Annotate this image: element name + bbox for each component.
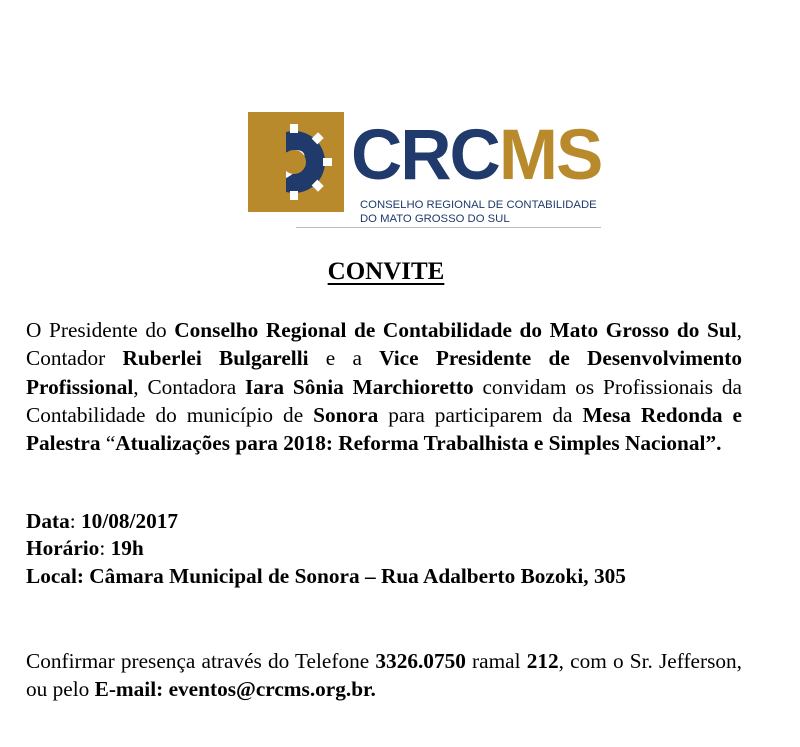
place-label: Local: — [26, 563, 84, 588]
email-address: eventos@crcms.org.br. — [168, 677, 376, 702]
phone-number: 3326.0750 — [375, 649, 466, 673]
logo-divider — [296, 227, 601, 228]
date-value: 10/08/2017 — [81, 509, 179, 533]
invitation-text-3: e a — [308, 346, 380, 371]
time-label: Horário — [26, 536, 100, 561]
crcms-emblem-icon — [248, 112, 344, 212]
place-value: Câmara Municipal de Sonora – Rua Adalberto Bozoki, 305 — [83, 563, 626, 588]
invitation-paragraph — [26, 316, 742, 457]
email-label: E-mail: — [94, 677, 164, 702]
invitation-text-6: para participarem da — [378, 402, 583, 427]
rsvp-text-1: Confirmar presença através do Telefone — [26, 649, 376, 673]
council-name: Conselho Regional de Contabilidade do Mato Grosso do Sul — [174, 318, 737, 342]
event-name: Mesa Redonda e Palestra — [26, 402, 742, 456]
vice-president-title: Vice Presidente de Desenvolvimento Profissional — [26, 346, 742, 399]
date-row — [26, 508, 626, 535]
logo-crc-text: CRC — [351, 116, 499, 195]
crcms-logo — [248, 110, 628, 230]
invitation-text-1: O Presidente do — [26, 318, 175, 342]
place-row — [26, 563, 626, 590]
rsvp-text-2: ramal — [465, 649, 527, 673]
phone-extension: 212 — [526, 649, 559, 673]
event-topic: Atualizações para 2018: Reforma Trabalhista e Simples Nacional”. — [115, 431, 722, 456]
page-title — [0, 256, 772, 288]
city-name: Sonora — [313, 402, 379, 427]
logo-subtitle-line-1: CONSELHO REGIONAL DE CONTABILIDADE — [360, 199, 597, 211]
logo-subtitle — [360, 198, 597, 226]
time-row — [26, 535, 626, 562]
invitation-text-2: , Contador — [26, 318, 742, 371]
president-name: Ruberlei Bulgarelli — [122, 346, 309, 371]
invitation-text-4: , Contadora — [133, 374, 245, 399]
date-separator: : — [69, 509, 82, 533]
page-title-text: CONVITE — [327, 258, 445, 285]
time-separator: : — [99, 536, 111, 561]
rsvp-text-3: , com o Sr. Jefferson, ou pelo — [26, 649, 742, 702]
rsvp-paragraph — [26, 647, 742, 704]
logo-wordmark — [351, 118, 601, 194]
logo-ms-text: MS — [498, 116, 602, 195]
event-details — [26, 508, 626, 590]
logo-subtitle-line-2: DO MATO GROSSO DO SUL — [360, 213, 510, 225]
vice-president-name: Iara Sônia Marchioretto — [245, 374, 474, 399]
invitation-text-7: “ — [100, 431, 116, 456]
invitation-text-5: convidam os Profissionais da Contabilidade do município de — [26, 374, 743, 427]
date-label: Data — [26, 509, 70, 533]
time-value: 19h — [110, 536, 144, 561]
